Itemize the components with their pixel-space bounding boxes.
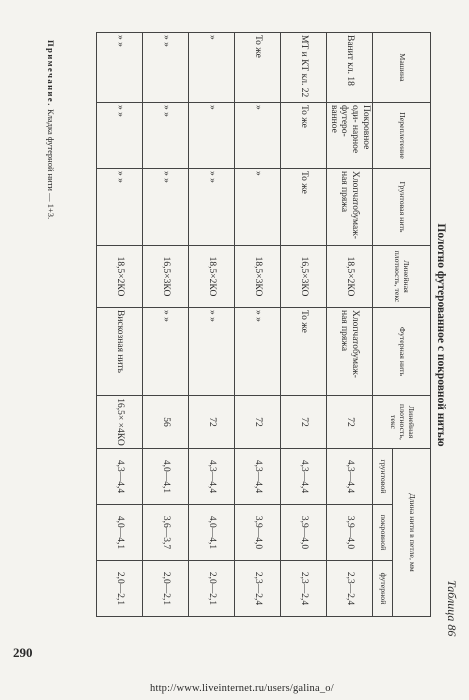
table-row [189, 33, 235, 617]
cell-lining: 2,3—2,4 [235, 561, 281, 617]
cell-weave: » » [97, 103, 143, 169]
header-cover: покровной [373, 505, 393, 561]
cell-lining-yarn: » » [235, 308, 281, 396]
cell-weave: » [235, 103, 281, 169]
cell-ld2: 72 [327, 396, 373, 449]
data-table [96, 32, 431, 617]
cell-ground-yarn: То же [281, 169, 327, 246]
table-caption: Полотно футерованное с покровной нитью [435, 223, 447, 447]
cell-ld2: 16,5× ×4КО [97, 396, 143, 449]
cell-lining: 2,0—2,1 [189, 561, 235, 617]
cell-ground-yarn: Хлопчатобумаж- ная пряжа [327, 169, 373, 246]
cell-ld1: 16,5×3КО [143, 246, 189, 308]
cell-cover: 3,9—4,0 [281, 505, 327, 561]
cell-lining: 2,0—2,1 [97, 561, 143, 617]
table-label: Таблица 86 [445, 580, 459, 637]
note-text: Кладка футерной нити — 1+3. [46, 108, 56, 220]
cell-cover: 3,9—4,0 [327, 505, 373, 561]
cell-machine: » [189, 33, 235, 103]
cell-lining: 2,3—2,4 [327, 561, 373, 617]
header-linear-density-1: Линейная плотность, текс [373, 246, 431, 308]
cell-cover: 4,0—4,1 [189, 505, 235, 561]
cell-ground-yarn: » » [143, 169, 189, 246]
cell-machine: МТ и КТ кл. 22 [281, 33, 327, 103]
cell-weave: То же [281, 103, 327, 169]
header-lining: футерной [373, 561, 393, 617]
cell-cover: 3,9—4,0 [235, 505, 281, 561]
cell-lining-yarn: То же [281, 308, 327, 396]
table-row [97, 33, 143, 617]
cell-ground: 4,3—4,4 [97, 449, 143, 505]
header-lining-yarn: Футерная нить [373, 308, 431, 396]
cell-ld1: 18,5×3КО [235, 246, 281, 308]
table-row [143, 33, 189, 617]
cell-lining-yarn: » » [143, 308, 189, 396]
cell-ground-yarn: » [235, 169, 281, 246]
cell-ground-yarn: » » [189, 169, 235, 246]
cell-machine: » » [97, 33, 143, 103]
cell-ld1: 16,5×3КО [281, 246, 327, 308]
cell-ground: 4,3—4,4 [189, 449, 235, 505]
cell-ld2: 72 [235, 396, 281, 449]
table-row [327, 33, 373, 617]
header-ground: грунтовой [373, 449, 393, 505]
header-weave: Переплетение [373, 103, 431, 169]
cell-machine: Ванит кл. 18 [327, 33, 373, 103]
cell-ld1: 18,5×2КО [327, 246, 373, 308]
cell-weave: » [189, 103, 235, 169]
cell-lining-yarn: » » [189, 308, 235, 396]
table-body [97, 33, 373, 617]
table-row [235, 33, 281, 617]
cell-weave: Покровное оди- нарное футеро- ванное [327, 103, 373, 169]
note-label: Примечание. [46, 40, 56, 107]
cell-ld2: 56 [143, 396, 189, 449]
table-note [46, 40, 56, 219]
cell-cover: 4,0—4,1 [97, 505, 143, 561]
cell-lining-yarn: Вискозная нить [97, 308, 143, 396]
cell-machine: То же [235, 33, 281, 103]
header-ground-yarn: Грунтовая нить [373, 169, 431, 246]
cell-machine: » » [143, 33, 189, 103]
cell-ground-yarn: » » [97, 169, 143, 246]
header-linear-density-2: Линейная плотность, текс [373, 396, 431, 449]
cell-ground: 4,3—4,4 [281, 449, 327, 505]
header-loop-length: Длина нити в петле, мм [393, 449, 431, 617]
page-number: 290 [13, 645, 33, 660]
cell-ground: 4,3—4,4 [327, 449, 373, 505]
cell-ld2: 72 [281, 396, 327, 449]
cell-weave: » » [143, 103, 189, 169]
cell-lining-yarn: Хлопчатобумаж- ная пряжа [327, 308, 373, 396]
cell-lining: 2,3—2,4 [281, 561, 327, 617]
cell-ground: 4,0—4,1 [143, 449, 189, 505]
footer-url: http://www.liveinternet.ru/users/galina_o/ [150, 683, 334, 694]
cell-ld2: 72 [189, 396, 235, 449]
cell-ld1: 18,5×2КО [97, 246, 143, 308]
cell-ground: 4,3—4,4 [235, 449, 281, 505]
cell-cover: 3,6—3,7 [143, 505, 189, 561]
header-machine: Машина [373, 33, 431, 103]
cell-lining: 2,0—2,1 [143, 561, 189, 617]
cell-ld1: 18,5×2КО [189, 246, 235, 308]
table-row [281, 33, 327, 617]
